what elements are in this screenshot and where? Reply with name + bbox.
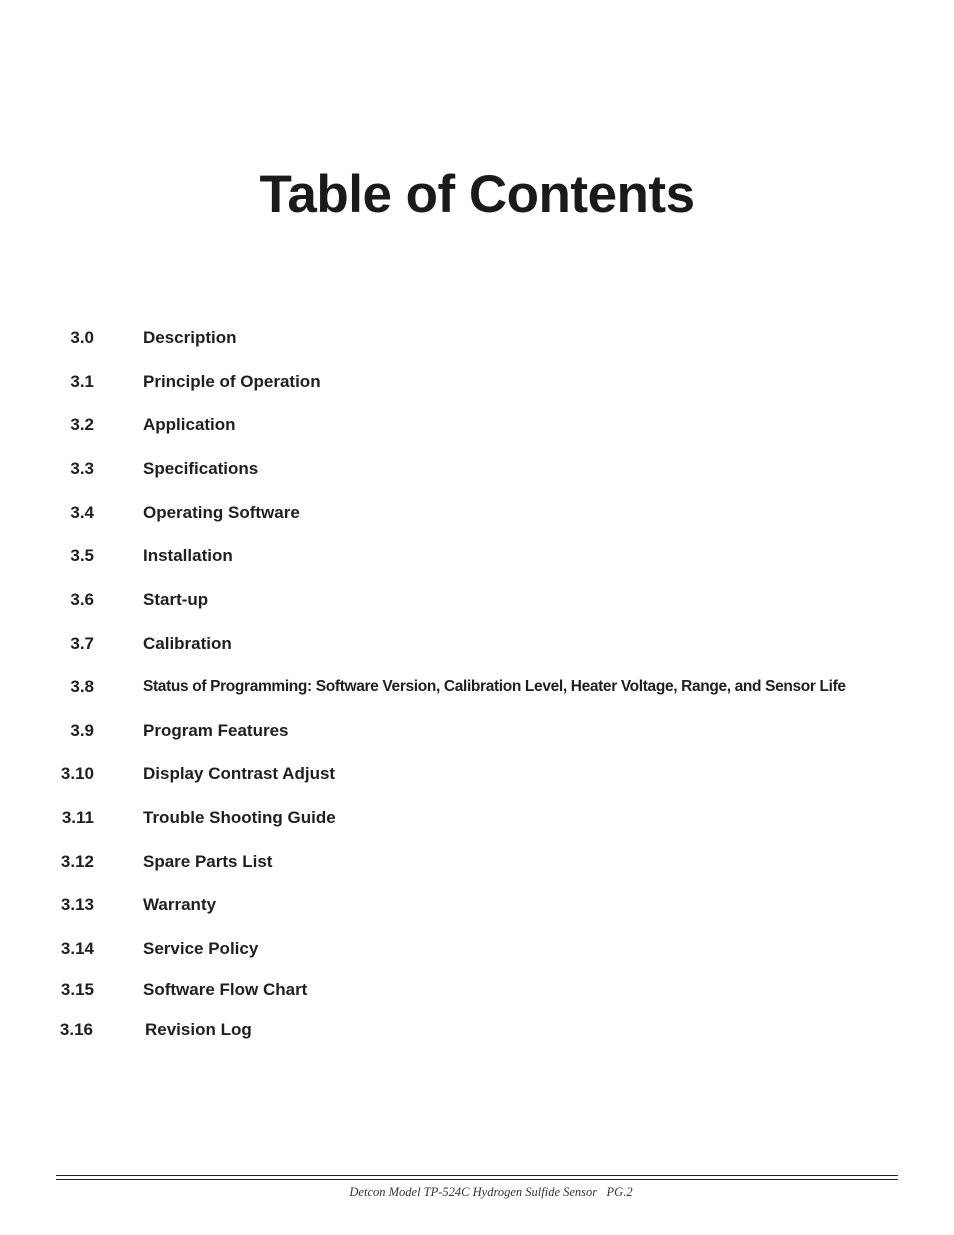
toc-section-number: 3.1	[70, 372, 94, 391]
toc-entry-3-12[interactable]	[0, 850, 920, 874]
toc-section-number: 3.10	[60, 764, 94, 783]
toc-entry-3-0[interactable]	[0, 326, 920, 350]
toc-section-number: 3.11	[61, 808, 94, 827]
toc-section-title: Spare Parts List	[143, 852, 273, 871]
toc-section-number: 3.13	[60, 895, 94, 914]
toc-entry-3-1[interactable]	[0, 370, 920, 394]
footer-rule-top	[56, 1175, 898, 1176]
toc-section-title: Start-up	[143, 590, 209, 609]
toc-entry-3-11[interactable]	[0, 806, 920, 830]
toc-entry-3-14[interactable]	[0, 937, 920, 961]
toc-entry-3-10[interactable]	[0, 762, 920, 786]
toc-entry-3-6[interactable]	[0, 588, 920, 612]
toc-section-number: 3.14	[60, 939, 94, 958]
toc-entry-3-7[interactable]	[0, 632, 920, 656]
toc-section-title: Trouble Shooting Guide	[143, 808, 336, 827]
toc-section-number: 3.0	[70, 328, 94, 347]
toc-entry-3-16[interactable]	[0, 1018, 920, 1042]
toc-section-title: Installation	[143, 546, 233, 565]
toc-section-title: Service Policy	[143, 939, 259, 958]
toc-section-title: Program Features	[143, 721, 289, 740]
toc-section-title: Application	[143, 415, 236, 434]
toc-entry-3-3[interactable]	[0, 457, 920, 481]
toc-section-title: Operating Software	[143, 503, 300, 522]
footer-rule-bottom	[56, 1179, 898, 1180]
toc-section-title: Status of Programming: Software Version, Calibration Level, Heater Voltage, Range, and Sensor Life	[143, 678, 846, 695]
toc-section-title: Description	[143, 328, 237, 347]
toc-entry-3-4[interactable]	[0, 501, 920, 525]
toc-section-number: 3.16	[59, 1020, 93, 1039]
toc-section-number: 3.5	[70, 546, 94, 565]
toc-section-title: Revision Log	[145, 1020, 252, 1039]
page-footer: Detcon Model TP-524C Hydrogen Sulfide Sensor PG.2	[349, 1185, 633, 1199]
toc-section-number: 3.2	[70, 415, 94, 434]
toc-section-number: 3.9	[70, 721, 94, 740]
toc-section-number: 3.6	[70, 590, 94, 609]
toc-section-title: Warranty	[143, 895, 217, 914]
toc-section-number: 3.12	[60, 852, 94, 871]
toc-entry-3-8[interactable]	[0, 675, 920, 699]
toc-section-number: 3.8	[70, 677, 94, 696]
toc-section-number: 3.15	[60, 980, 94, 999]
toc-section-title: Display Contrast Adjust	[143, 764, 336, 783]
toc-section-title: Principle of Operation	[143, 372, 321, 391]
toc-entry-3-13[interactable]	[0, 893, 920, 917]
page-title: Table of Contents	[259, 165, 695, 224]
toc-section-number: 3.3	[70, 459, 94, 478]
toc-section-title: Specifications	[143, 459, 259, 478]
toc-entry-3-2[interactable]	[0, 413, 920, 437]
toc-section-number: 3.7	[70, 634, 94, 653]
toc-section-title: Calibration	[143, 634, 232, 653]
toc-entry-3-5[interactable]	[0, 544, 920, 568]
toc-section-title: Software Flow Chart	[143, 980, 308, 999]
toc-section-number: 3.4	[70, 503, 94, 522]
toc-entry-3-15[interactable]	[0, 978, 920, 1002]
toc-entry-3-9[interactable]	[0, 719, 920, 743]
